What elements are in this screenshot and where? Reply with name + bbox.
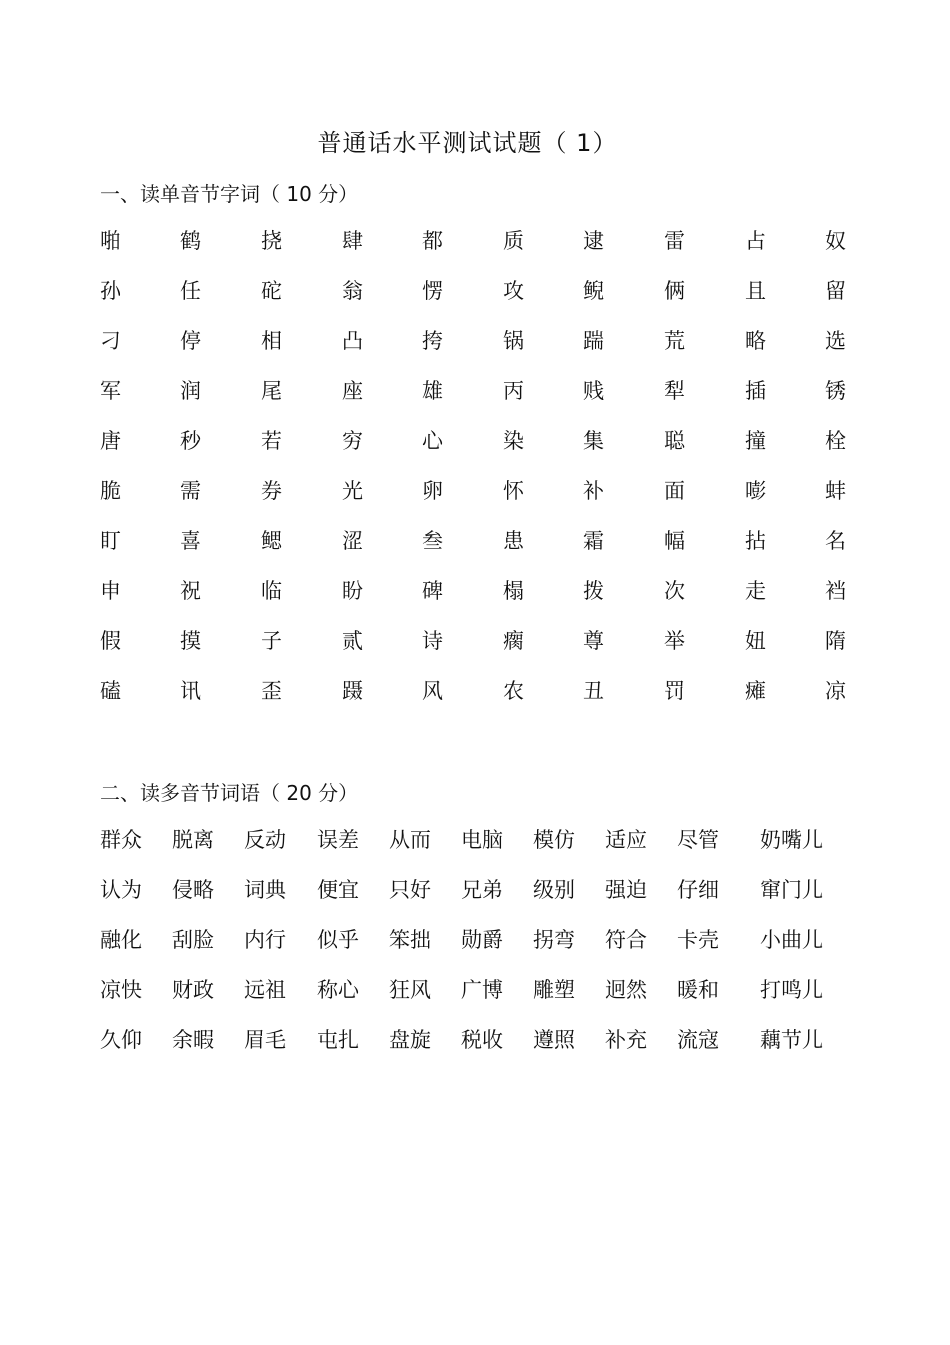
- multi-syllable-word: 刮脸: [172, 928, 214, 952]
- single-syllable-char: 妞: [745, 629, 766, 653]
- single-syllable-char: 歪: [261, 679, 282, 703]
- multi-syllable-word: 级别: [533, 878, 575, 902]
- single-syllable-char: 瘸: [503, 629, 524, 653]
- multi-syllable-word: 财政: [172, 978, 214, 1002]
- single-syllable-char: 拨: [583, 579, 604, 603]
- single-syllable-char: 挠: [261, 229, 282, 253]
- multi-syllable-word: 广博: [461, 978, 503, 1002]
- multi-syllable-word: 藕节儿: [760, 1028, 823, 1052]
- single-syllable-char: 犁: [664, 379, 685, 403]
- single-syllable-char: 锈: [825, 379, 846, 403]
- single-syllable-char: 丑: [583, 679, 604, 703]
- multi-syllable-word: 凉快: [100, 978, 142, 1002]
- single-syllable-char: 心: [422, 429, 443, 453]
- single-syllable-char: 喜: [180, 529, 201, 553]
- multi-syllable-word: 奶嘴儿: [760, 828, 823, 852]
- multi-syllable-word: 融化: [100, 928, 142, 952]
- single-syllable-char: 霜: [583, 529, 604, 553]
- multi-syllable-word: 从而: [389, 828, 431, 852]
- single-syllable-char: 罚: [664, 679, 685, 703]
- single-syllable-char: 挎: [422, 329, 443, 353]
- single-syllable-char: 裆: [825, 579, 846, 603]
- single-syllable-char: 名: [825, 529, 846, 553]
- multi-syllable-word: 符合: [605, 928, 647, 952]
- single-syllable-char: 攻: [503, 279, 524, 303]
- single-syllable-char: 唐: [100, 429, 121, 453]
- multi-syllable-word: 小曲儿: [760, 928, 823, 952]
- single-syllable-char: 卵: [422, 479, 443, 503]
- single-syllable-char: 翁: [342, 279, 363, 303]
- single-syllable-char: 插: [745, 379, 766, 403]
- multi-syllable-word: 勋爵: [461, 928, 503, 952]
- single-syllable-char: 盼: [342, 579, 363, 603]
- single-syllable-char: 幅: [664, 529, 685, 553]
- single-syllable-char: 光: [342, 479, 363, 503]
- document-title: 普通话水平测试试题（ 1）: [317, 129, 618, 157]
- multi-syllable-word: 眉毛: [244, 1028, 286, 1052]
- single-syllable-char: 子: [261, 629, 282, 653]
- single-syllable-char: 润: [180, 379, 201, 403]
- multi-syllable-word: 迥然: [605, 978, 647, 1002]
- multi-syllable-word: 脱离: [172, 828, 214, 852]
- single-syllable-char: 选: [825, 329, 846, 353]
- multi-syllable-word: 拐弯: [533, 928, 575, 952]
- single-syllable-char: 奴: [825, 229, 846, 253]
- single-syllable-char: 留: [825, 279, 846, 303]
- single-syllable-char: 聪: [664, 429, 685, 453]
- single-syllable-char: 券: [261, 479, 282, 503]
- multi-syllable-word: 屯扎: [317, 1028, 359, 1052]
- multi-syllable-word: 内行: [244, 928, 286, 952]
- multi-syllable-word: 适应: [605, 828, 647, 852]
- single-syllable-char: 染: [503, 429, 524, 453]
- single-syllable-char: 占: [745, 229, 766, 253]
- multi-syllable-word: 尽管: [677, 828, 719, 852]
- single-syllable-char: 脆: [100, 479, 121, 503]
- single-syllable-char: 补: [583, 479, 604, 503]
- single-syllable-char: 肆: [342, 229, 363, 253]
- single-syllable-char: 患: [503, 529, 524, 553]
- multi-syllable-word: 便宜: [317, 878, 359, 902]
- single-syllable-char: 盯: [100, 529, 121, 553]
- single-syllable-char: 农: [503, 679, 524, 703]
- multi-syllable-word: 雕塑: [533, 978, 575, 1002]
- single-syllable-char: 军: [100, 379, 121, 403]
- single-syllable-char: 临: [261, 579, 282, 603]
- single-syllable-char: 需: [180, 479, 201, 503]
- single-syllable-char: 任: [180, 279, 201, 303]
- single-syllable-char: 摸: [180, 629, 201, 653]
- section2-heading: 二、读多音节词语（ 20 分）: [100, 781, 359, 805]
- single-syllable-char: 蚌: [825, 479, 846, 503]
- single-syllable-char: 贱: [583, 379, 604, 403]
- single-syllable-char: 鹤: [180, 229, 201, 253]
- single-syllable-char: 隋: [825, 629, 846, 653]
- multi-syllable-word: 词典: [244, 878, 286, 902]
- single-syllable-char: 砣: [261, 279, 282, 303]
- single-syllable-char: 略: [745, 329, 766, 353]
- single-syllable-char: 穷: [342, 429, 363, 453]
- multi-syllable-word: 税收: [461, 1028, 503, 1052]
- single-syllable-char: 锅: [503, 329, 524, 353]
- multi-syllable-word: 似乎: [317, 928, 359, 952]
- single-syllable-char: 鲵: [583, 279, 604, 303]
- multi-syllable-word: 称心: [317, 978, 359, 1002]
- single-syllable-char: 凸: [342, 329, 363, 353]
- multi-syllable-word: 久仰: [100, 1028, 142, 1052]
- single-syllable-char: 怀: [503, 479, 524, 503]
- single-syllable-char: 举: [664, 629, 685, 653]
- single-syllable-char: 尾: [261, 379, 282, 403]
- multi-syllable-word: 远祖: [244, 978, 286, 1002]
- single-syllable-char: 讯: [180, 679, 201, 703]
- single-syllable-char: 秒: [180, 429, 201, 453]
- multi-syllable-word: 兄弟: [461, 878, 503, 902]
- single-syllable-char: 刁: [100, 329, 121, 353]
- single-syllable-char: 嘭: [745, 479, 766, 503]
- single-syllable-char: 风: [422, 679, 443, 703]
- single-syllable-char: 尊: [583, 629, 604, 653]
- single-syllable-char: 涩: [342, 529, 363, 553]
- single-syllable-char: 相: [261, 329, 282, 353]
- single-syllable-char: 面: [664, 479, 685, 503]
- single-syllable-char: 榻: [503, 579, 524, 603]
- single-syllable-char: 雷: [664, 229, 685, 253]
- single-syllable-char: 次: [664, 579, 685, 603]
- single-syllable-char: 孙: [100, 279, 121, 303]
- multi-syllable-word: 窜门儿: [760, 878, 823, 902]
- single-syllable-char: 蹑: [342, 679, 363, 703]
- single-syllable-char: 停: [180, 329, 201, 353]
- single-syllable-char: 逮: [583, 229, 604, 253]
- single-syllable-char: 贰: [342, 629, 363, 653]
- single-syllable-char: 鳃: [261, 529, 282, 553]
- single-syllable-char: 都: [422, 229, 443, 253]
- multi-syllable-word: 认为: [100, 878, 142, 902]
- single-syllable-char: 且: [745, 279, 766, 303]
- single-syllable-char: 丙: [503, 379, 524, 403]
- multi-syllable-word: 模仿: [533, 828, 575, 852]
- multi-syllable-word: 补充: [605, 1028, 647, 1052]
- multi-syllable-word: 狂风: [389, 978, 431, 1002]
- single-syllable-char: 假: [100, 629, 121, 653]
- multi-syllable-word: 反动: [244, 828, 286, 852]
- single-syllable-char: 荒: [664, 329, 685, 353]
- single-syllable-char: 俩: [664, 279, 685, 303]
- multi-syllable-word: 笨拙: [389, 928, 431, 952]
- single-syllable-char: 拈: [745, 529, 766, 553]
- multi-syllable-word: 卡壳: [677, 928, 719, 952]
- single-syllable-char: 雄: [422, 379, 443, 403]
- multi-syllable-word: 遵照: [533, 1028, 575, 1052]
- single-syllable-char: 撞: [745, 429, 766, 453]
- single-syllable-char: 若: [261, 429, 282, 453]
- single-syllable-char: 申: [100, 579, 121, 603]
- single-syllable-char: 磕: [100, 679, 121, 703]
- multi-syllable-word: 打鸣儿: [760, 978, 823, 1002]
- single-syllable-char: 集: [583, 429, 604, 453]
- single-syllable-char: 栓: [825, 429, 846, 453]
- single-syllable-char: 踹: [583, 329, 604, 353]
- multi-syllable-word: 暖和: [677, 978, 719, 1002]
- section1-heading: 一、读单音节字词（ 10 分）: [100, 182, 359, 206]
- single-syllable-char: 碑: [422, 579, 443, 603]
- multi-syllable-word: 余暇: [172, 1028, 214, 1052]
- single-syllable-char: 座: [342, 379, 363, 403]
- single-syllable-char: 质: [503, 229, 524, 253]
- single-syllable-char: 走: [745, 579, 766, 603]
- multi-syllable-word: 仔细: [677, 878, 719, 902]
- single-syllable-char: 瘫: [745, 679, 766, 703]
- multi-syllable-word: 强迫: [605, 878, 647, 902]
- single-syllable-char: 祝: [180, 579, 201, 603]
- multi-syllable-word: 只好: [389, 878, 431, 902]
- single-syllable-char: 啪: [100, 229, 121, 253]
- multi-syllable-word: 群众: [100, 828, 142, 852]
- single-syllable-char: 凉: [825, 679, 846, 703]
- multi-syllable-word: 侵略: [172, 878, 214, 902]
- single-syllable-char: 愣: [422, 279, 443, 303]
- single-syllable-char: 叁: [422, 529, 443, 553]
- multi-syllable-word: 电脑: [461, 828, 503, 852]
- multi-syllable-word: 误差: [317, 828, 359, 852]
- multi-syllable-word: 盘旋: [389, 1028, 431, 1052]
- multi-syllable-word: 流寇: [677, 1028, 719, 1052]
- single-syllable-char: 诗: [422, 629, 443, 653]
